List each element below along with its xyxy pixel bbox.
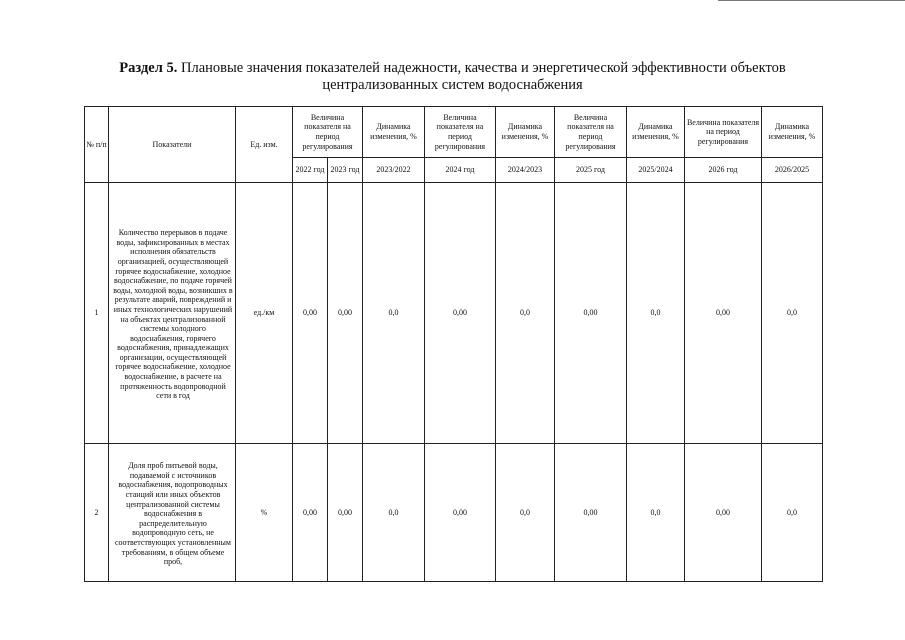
dynamics-2024: 0,0: [496, 183, 555, 444]
section-title-line2: централизованных систем водоснабжения: [322, 77, 583, 93]
dynamics-2026: 0,0: [762, 183, 823, 444]
header-unit: Ед. изм.: [236, 107, 293, 183]
value-2023: 0,00: [328, 444, 363, 582]
subheader-2025: 2025 год: [555, 158, 627, 183]
header-dynamics-2025: Динамика изменения, %: [627, 107, 685, 158]
dynamics-2025: 0,0: [627, 444, 685, 582]
value-2026: 0,00: [685, 444, 762, 582]
subheader-2023-2022: 2023/2022: [363, 158, 425, 183]
subheader-2025-2024: 2025/2024: [627, 158, 685, 183]
header-value-2025: Величина показателя на период регулирования: [555, 107, 627, 158]
value-2026: 0,00: [685, 183, 762, 444]
row-indicator: Доля проб питьевой воды, подаваемой с источников водоснабжения, водопроводных станций или иных объектов централизованной системы водоснабжения в распределительную водопроводную сеть, не соответствующих установленным требованиям, в общем объеме проб,: [109, 444, 236, 582]
row-unit: %: [236, 444, 293, 582]
subheader-2022: 2022 год: [293, 158, 328, 183]
header-indicator: Показатели: [109, 107, 236, 183]
subheader-2024: 2024 год: [425, 158, 496, 183]
header-dynamics-2024: Динамика изменения, %: [496, 107, 555, 158]
header-value-2026: Величина показателя на период регулирования: [685, 107, 762, 158]
subheader-2026: 2026 год: [685, 158, 762, 183]
value-2025: 0,00: [555, 444, 627, 582]
section-title: [0, 60, 905, 77]
section-title-bold: Раздел 5.: [119, 60, 178, 76]
value-2022: 0,00: [293, 444, 328, 582]
indicators-table: [84, 106, 823, 582]
row-num: 1: [85, 183, 109, 444]
header-row: [85, 107, 823, 158]
top-rule: [718, 0, 905, 1]
row-unit: ед./км: [236, 183, 293, 444]
table-row: [85, 183, 823, 444]
header-value-2024: Величина показателя на период регулирования: [425, 107, 496, 158]
value-2024: 0,00: [425, 183, 496, 444]
value-2025: 0,00: [555, 183, 627, 444]
section-title-rest: Плановые значения показателей надежности, качества и энергетической эффективности объектов: [177, 60, 786, 76]
dynamics-2023: 0,0: [363, 183, 425, 444]
header-dynamics-2026: Динамика изменения, %: [762, 107, 823, 158]
value-2024: 0,00: [425, 444, 496, 582]
header-dynamics-2023: Динамика изменения, %: [363, 107, 425, 158]
header-num: № п/п: [85, 107, 109, 183]
value-2022: 0,00: [293, 183, 328, 444]
subheader-2026-2025: 2026/2025: [762, 158, 823, 183]
dynamics-2023: 0,0: [363, 444, 425, 582]
row-indicator: Количество перерывов в подаче воды, зафиксированных в местах исполнения обязательств организацией, осуществляющей горячее водоснабжение, холодное водоснабжение, по подаче горячей воды, холодной воды, возникших в результате аварий, повреждений и иных технологических нарушений на объектах централизованной системы холодного водоснабжения, горячего водоснабжения, принадлежащих организации, осуществляющей горячее водоснабжение, холодное водоснабжение, в расчете на протяженность водопроводной сети в год: [109, 183, 236, 444]
row-num: 2: [85, 444, 109, 582]
dynamics-2024: 0,0: [496, 444, 555, 582]
dynamics-2026: 0,0: [762, 444, 823, 582]
subheader-2023: 2023 год: [328, 158, 363, 183]
table-row: [85, 444, 823, 582]
value-2023: 0,00: [328, 183, 363, 444]
header-value-2022-2023: Величина показателя на период регулирования: [293, 107, 363, 158]
dynamics-2025: 0,0: [627, 183, 685, 444]
subheader-2024-2023: 2024/2023: [496, 158, 555, 183]
